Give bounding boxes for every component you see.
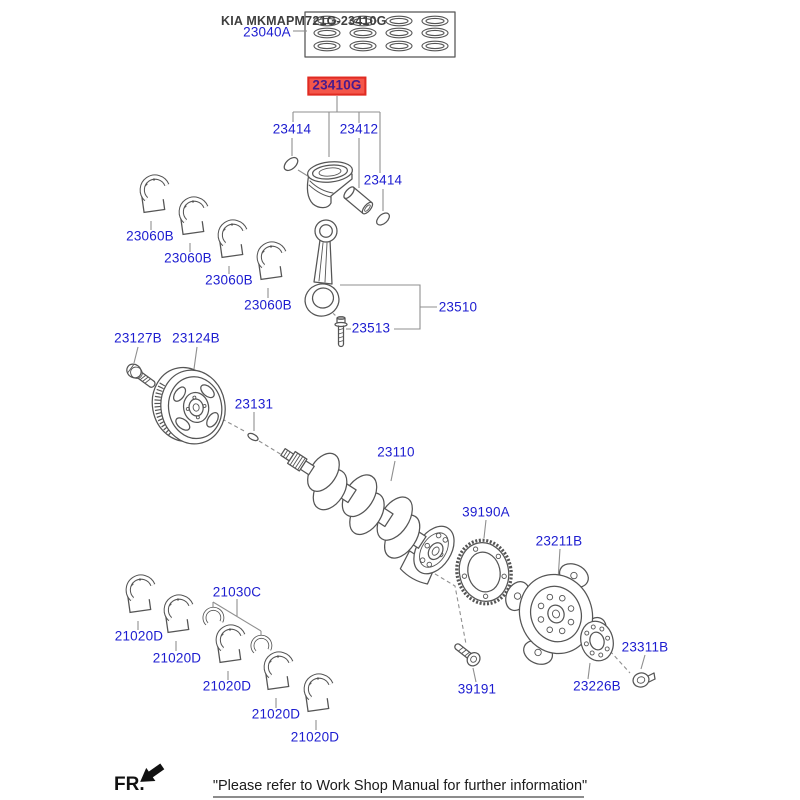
part-label-23211B[interactable]: 23211B — [535, 533, 583, 549]
fr-label: FR. — [114, 774, 145, 795]
part-label-23060B-2[interactable]: 23060B — [164, 250, 212, 266]
part-label-21030C[interactable]: 21030C — [212, 584, 262, 600]
part-label-23060B-3[interactable]: 23060B — [205, 272, 253, 288]
part-label-39190A[interactable]: 39190A — [462, 504, 510, 520]
part-label-23513[interactable]: 23513 — [351, 320, 391, 336]
part-label-21020D-3[interactable]: 21020D — [202, 678, 252, 694]
part-label-23414-a[interactable]: 23414 — [272, 121, 312, 137]
part-label-23124B[interactable]: 23124B — [172, 330, 220, 346]
part-label-39191[interactable]: 39191 — [457, 681, 497, 697]
part-label-23110[interactable]: 23110 — [377, 444, 415, 460]
part-label-21020D-4[interactable]: 21020D — [251, 706, 301, 722]
part-label-21020D-5[interactable]: 21020D — [290, 729, 340, 745]
part-label-23311B[interactable]: 23311B — [621, 639, 669, 655]
part-label-23060B-1[interactable]: 23060B — [126, 228, 174, 244]
part-label-23226B[interactable]: 23226B — [573, 678, 621, 694]
part-label-23040A[interactable]: 23040A — [243, 24, 291, 40]
part-label-21020D-2[interactable]: 21020D — [152, 650, 202, 666]
part-label-23060B-4[interactable]: 23060B — [244, 297, 292, 313]
workshop-manual-note: "Please refer to Work Shop Manual for further information" — [212, 778, 588, 794]
part-label-23412[interactable]: 23412 — [339, 121, 379, 137]
part-label-23131[interactable]: 23131 — [234, 396, 274, 412]
part-label-23127B[interactable]: 23127B — [114, 330, 162, 346]
part-label-23510[interactable]: 23510 — [438, 299, 478, 315]
part-label-23410G[interactable]: 23410G — [307, 77, 366, 96]
part-label-21020D-1[interactable]: 21020D — [114, 628, 164, 644]
part-label-23414-b[interactable]: 23414 — [363, 172, 403, 188]
catalog-code-title: KIA MKMAPM721G-23410G — [221, 14, 387, 28]
